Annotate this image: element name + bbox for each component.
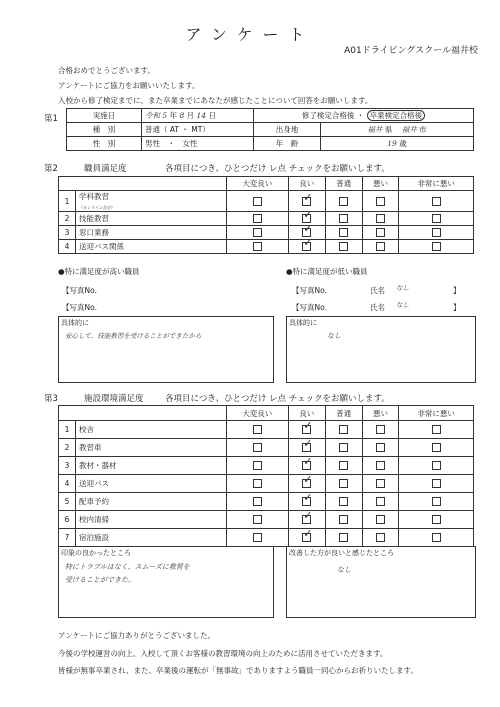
scale-1: 大変良い [226,177,288,191]
checkbox[interactable] [376,443,385,452]
checkbox[interactable] [339,197,348,206]
checkbox[interactable] [376,479,385,488]
low-close-2: 】 [453,303,461,312]
hometown-pref: 福井 [367,125,383,134]
checkbox[interactable] [432,214,441,223]
intro-line-3: 入校から修了検定までに、また卒業までにあなたが感じたことについて回答をお願いします。 [58,96,373,105]
scale-2: 良い [288,177,325,191]
gender-value: 男性 ・ 女性 [142,137,254,151]
checkbox[interactable] [339,228,348,237]
section2-instruction: 各項目につき、ひとつだけ レ点 チェックをお願いします。 [165,164,390,174]
row-label: 宿泊施設 [76,529,227,547]
table-row: 7 宿泊施設 ✓ [59,529,474,547]
intro-line-1: 合格おめでとうございます。 [58,66,155,75]
checkbox[interactable] [432,479,441,488]
scale-4: 悪い [362,177,399,191]
high-photo-1: 【写真No. [62,286,97,295]
date-era: 令和 [145,111,160,120]
checkbox[interactable] [339,461,348,470]
table-row: 6 校内清掃 ✓ [59,511,474,529]
checkbox[interactable] [376,515,385,524]
checkbox[interactable] [253,515,262,524]
staff-table [58,176,474,254]
checkbox[interactable] [376,214,385,223]
timing-option-1: 修了検定合格後 [301,111,355,120]
section2-number: 第2 [44,164,58,174]
scale-3: 普通 [325,406,362,421]
checkbox[interactable] [376,228,385,237]
scale-1: 大変良い [226,406,288,421]
low-name-label-2: 氏名 [370,303,385,312]
scale-5: 非常に悪い [399,406,474,421]
table-row: 3 窓口業務 ✓ [59,226,474,240]
checkbox-checked[interactable] [302,515,311,524]
detail-text-left: 安心して、技能教習を受けることができたから [65,332,202,340]
footer-line-1: アンケートにご協力ありがとうございました。 [58,631,216,640]
checkbox[interactable] [339,443,348,452]
table-row: 1 校舎 ✓ [59,421,474,439]
checkbox[interactable] [339,497,348,506]
low-photo-1: 【写真No. [292,286,327,295]
checkbox[interactable] [253,443,262,452]
detail-box-right[interactable] [286,316,476,383]
table-row: 1 学科教習 （オンライン含む） ✓ [59,191,474,212]
footer-line-3: 皆様が無事卒業され、また、卒業後の運転が「無事故」でありますよう職員一同心からお祈りいたします。 [58,666,418,675]
checkbox[interactable] [376,242,385,251]
checkbox-checked[interactable] [302,443,311,452]
detail-label-left: 具体的に [61,319,89,327]
checkbox[interactable] [432,197,441,206]
date-label: 実施日 [67,109,142,123]
info-table: 実施日 令和 5 年 8 月 14 日 修了検定合格後 ・ 卒業検定合格後 種 別 普通（ AT ・ MT） 出身地 福井 県 福井 市 性 別 男性 ・ 女性 年 齢 19 歳 [66,108,474,151]
date-month-unit: 月 [186,111,195,120]
type-value: 普通（ AT ・ MT） [142,123,254,137]
checkbox[interactable] [432,497,441,506]
type-label: 種 別 [67,123,142,137]
row-label: 送迎バス関係 [76,240,227,254]
checkbox-checked[interactable] [302,479,311,488]
low-name-1: なし [396,284,409,292]
school-name: A01ドライビングスクール福井校 [344,46,478,56]
scale-4: 悪い [362,406,399,421]
hometown-city-unit: 市 [419,125,427,134]
checkbox[interactable] [339,425,348,434]
row-label: 送迎バス [76,475,227,493]
checkbox[interactable] [376,461,385,470]
table-row: 2 教習車 ✓ [59,439,474,457]
checkbox[interactable] [432,515,441,524]
footer-line-2: 今後の学校運営の向上、入校して頂くお客様の教習環境の向上のために活用させていただきます。 [58,649,388,658]
detail-text-right: なし [327,332,341,340]
checkbox[interactable] [253,228,262,237]
checkbox[interactable] [376,197,385,206]
section3-number: 第3 [44,394,58,404]
checkbox[interactable] [432,228,441,237]
checkbox[interactable] [253,197,262,206]
checkbox-checked[interactable] [302,197,311,206]
checkbox[interactable] [376,533,385,542]
row-label: 配車予約 [76,493,227,511]
table-row: 4 送迎バス ✓ [59,475,474,493]
facility-table [58,405,474,547]
row-label: 技能教習 [76,212,227,226]
date-day-unit: 日 [208,111,216,120]
scale-5: 非常に悪い [399,177,474,191]
row-label: 校内清掃 [76,511,227,529]
checkbox[interactable] [253,425,262,434]
checkbox[interactable] [339,533,348,542]
improve-points-box[interactable] [286,546,476,618]
checkbox-checked[interactable] [302,497,311,506]
improve-points-text: なし [337,566,351,574]
checkbox[interactable] [432,533,441,542]
low-name-label-1: 氏名 [370,286,385,295]
section1-number: 第1 [44,114,58,124]
checkbox[interactable] [253,533,262,542]
detail-box-left[interactable] [58,316,274,383]
good-points-text-1: 特にトラブルはなく、スムーズに教習を [65,563,190,571]
scale-3: 普通 [325,177,362,191]
checkbox[interactable] [376,497,385,506]
low-close-1: 】 [453,286,461,295]
date-day: 14 [196,111,207,120]
checkbox[interactable] [432,242,441,251]
checkbox[interactable] [432,443,441,452]
timing-option-2: 卒業検定合格後 [367,110,426,121]
age-label: 年 齢 [254,137,321,151]
table-row: 4 送迎バス関係 ✓ [59,240,474,254]
checkbox[interactable] [253,461,262,470]
page-title: アンケート [185,25,315,44]
low-photo-2: 【写真No. [292,303,327,312]
row-label: 窓口業務 [76,226,227,240]
high-photo-2: 【写真No. [62,303,97,312]
row-label: 校舎 [76,421,227,439]
good-points-text-2: 受けることができた。 [65,576,135,584]
checkbox[interactable] [339,479,348,488]
row-label: 教材・器材 [76,457,227,475]
table-row: 5 配車予約 ✓ [59,493,474,511]
intro-line-2: アンケートにご協力をお願いいたします。 [58,81,200,90]
hometown-pref-unit: 県 [384,125,393,134]
row-label: 学科教習 [79,192,109,201]
checkbox-checked[interactable] [302,461,311,470]
checkbox[interactable] [253,479,262,488]
checkbox[interactable] [339,214,348,223]
checkbox[interactable] [339,242,348,251]
age-unit: 歳 [399,139,407,148]
checkbox[interactable] [253,214,262,223]
improve-points-label: 改善した方が良いと感じたところ [289,549,394,557]
hometown-city: 福井 [401,125,417,134]
hometown-label: 出身地 [254,123,321,137]
scale-2: 良い [288,406,325,421]
table-row: 2 技能教習 ✓ [59,212,474,226]
section3-heading: 施設環境満足度 [84,394,144,404]
row-label: 教習車 [76,439,227,457]
checkbox-checked[interactable] [302,425,311,434]
high-staff-title: ●特に満足度が高い職員 [58,267,140,276]
checkbox[interactable] [253,242,262,251]
date-year-unit: 年 [169,111,178,120]
gender-label: 性 別 [67,137,142,151]
checkbox-checked[interactable] [302,242,311,251]
table-row: 3 教材・器材 ✓ [59,457,474,475]
good-points-label: 印象の良かったところ [61,549,131,557]
checkbox[interactable] [432,461,441,470]
good-points-box[interactable] [58,546,274,618]
date-month: 8 [179,111,185,120]
checkbox-checked[interactable] [302,533,311,542]
detail-label-right: 具体的に [289,319,317,327]
low-staff-title: ●特に満足度が低い職員 [286,267,368,276]
age-value: 19 [387,139,397,148]
checkbox[interactable] [376,425,385,434]
section2-heading: 職員満足度 [84,164,127,174]
checkbox[interactable] [253,497,262,506]
section3-instruction: 各項目につき、ひとつだけ レ点 チェックをお願いします。 [165,394,390,404]
low-name-2: なし [396,301,409,309]
date-year: 5 [162,111,168,120]
checkbox[interactable] [339,515,348,524]
checkbox[interactable] [432,425,441,434]
